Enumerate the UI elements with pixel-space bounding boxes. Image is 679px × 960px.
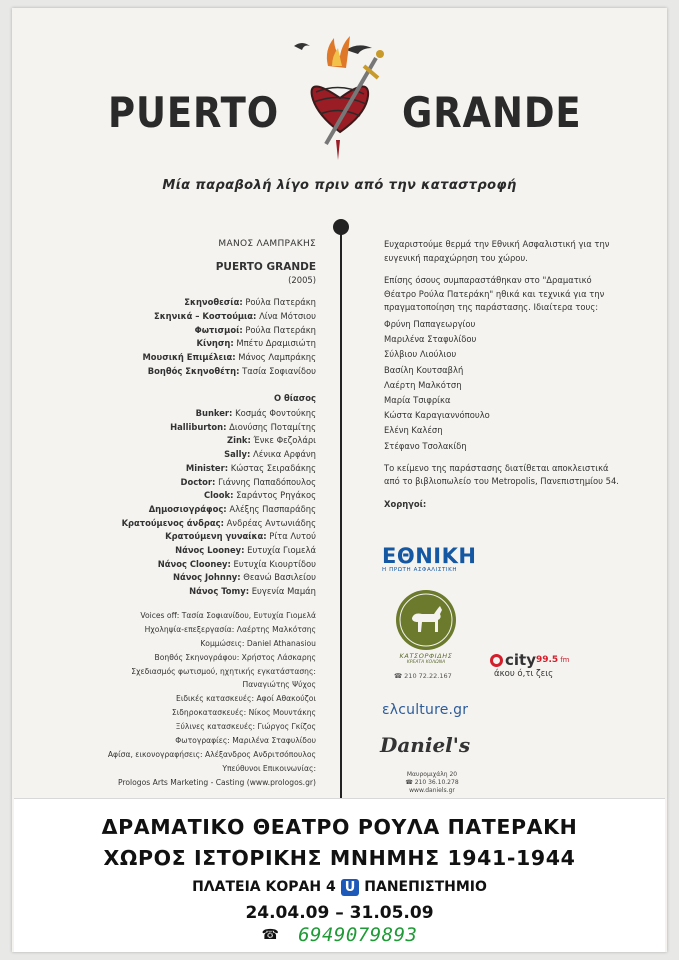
crew-row: Σκηνοθεσία: Ρούλα Πατεράκη	[184, 297, 316, 308]
city-slogan: άκου ό,τι ζεις	[494, 669, 554, 679]
thanks-name: Ελένη Καλέση	[384, 425, 443, 436]
cast-row: Zink: Ένκε Φεζολάρι	[227, 435, 316, 446]
thanks-name: Σύλβιου Λιούλιου	[384, 349, 457, 360]
title-right: GRANDE	[402, 88, 582, 137]
author: ΜΑΝΟΣ ΛΑΜΠΡΑΚΗΣ	[218, 239, 316, 249]
credit-line: Σιδηροκατασκευές: Νίκος Μουντάκης	[171, 708, 316, 718]
thanks-text: Ευχαριστούμε θερμά την Εθνική Ασφαλιστική για την ευγενική παραχώρηση του χώρου.	[384, 239, 610, 263]
heart-dagger-emblem	[288, 36, 392, 166]
metro-icon: U	[341, 879, 360, 896]
phone-row	[14, 924, 665, 946]
credit-line: Φωτογραφίες: Μαριλένα Σταφυλίδου	[175, 736, 316, 746]
credit-line: Ηχοληψία-επεξεργασία: Λαέρτης Μαλκότσης	[144, 624, 316, 634]
city-radio-logo	[490, 651, 586, 679]
katsorfidis-sub: ΚΡΕΑΤΑ ΚΟΛΩΝΑ	[406, 660, 446, 665]
crew-row: Βοηθός Σκηνοθέτη: Τασία Σοφιανίδου	[147, 365, 316, 376]
credit-line: Υπεύθυνοι Επικοινωνίας:	[222, 763, 316, 773]
city-frequency: 99.5	[535, 655, 559, 665]
thanks-name: Μαρία Τσιφρίκα	[384, 394, 451, 405]
city-word: city	[505, 651, 536, 669]
credits-list	[88, 609, 316, 790]
thanks-name: Φρύνη Παπαγεωργίου	[384, 318, 476, 329]
elculture-logo: ελculture.gr	[382, 702, 469, 718]
crew-row: Φωτισμοί: Ρούλα Πατεράκη	[194, 324, 316, 335]
thanks-name: Μαριλένα Σταφυλίδου	[384, 334, 477, 345]
thanks-name: Λαέρτη Μαλκότση	[384, 379, 462, 390]
daniels-info: Μαυρομιχάλη 20 ☎ 210 36.10.278 www.daniels.gr	[405, 771, 459, 795]
ethniki-logo	[382, 544, 476, 573]
cast-row: Bunker: Κοσμάς Φοντούκης	[195, 408, 316, 419]
play-title: PUERTO GRANDE	[215, 260, 316, 273]
left-column	[88, 238, 316, 790]
daniels-logo: Daniel's	[380, 733, 471, 757]
right-column	[384, 238, 624, 512]
crew-row: Σκηνικά – Κοστούμια: Λίνα Μότσιου	[154, 310, 316, 321]
cast-row: Νάνος Looney: Ευτυχία Γιομελά	[175, 545, 316, 556]
crew-row: Κίνηση: Μπέτυ Δραμισιώτη	[196, 338, 316, 349]
credit-line: Αφίσα, εικονογραφήσεις: Αλέξανδρος Ανδριτσόπουλος	[107, 749, 316, 759]
goat-logo-icon	[394, 588, 458, 652]
cast-row: Minister: Κώστας Σειραδάκης	[185, 462, 316, 473]
cast-row: Halliburton: Διονύσης Ποταμίτης	[170, 421, 316, 432]
text-availability-note: Το κείμενο της παράστασης διατίθεται αποκλειστικά από το βιβλιοπωλείο του Metropolis, Πανεπιστημίου 54.	[384, 462, 619, 487]
cast-row: Νάνος Johnny: Θεανώ Βασιλείου	[172, 572, 316, 583]
credit-line: Voices off: Τασία Σοφιανίδου, Ευτυχία Γιομελά	[140, 610, 316, 620]
credit-line: Βοηθός Σκηνογράφου: Χρήστος Λάσκαρης	[154, 652, 316, 662]
title-left: PUERTO	[108, 88, 280, 137]
subtitle: Μία παραβολή λίγο πριν από την καταστροφή	[162, 178, 517, 193]
cast-row: Κρατούμενος άνδρας: Ανδρέας Αντωνιάδης	[121, 517, 316, 528]
cast-row: Δημοσιογράφος: Αλέξης Πασπαράδης	[148, 503, 316, 514]
venue-address: ΠΛΑΤΕΙΑ ΚΟΡΑΗ 4 U ΠΑΝΕΠΙΣΤΗΜΙΟ	[192, 879, 487, 895]
venue-banner	[14, 798, 665, 952]
katsorfidis-name: ΚΑΤΣΟΡΦΙΔΗΣ	[399, 652, 453, 660]
cast-row: Νάνος Tomy: Ευγενία Μαμάη	[189, 586, 316, 597]
crew-row: Μουσική Επιμέλεια: Μάνος Λαμπράκης	[142, 351, 316, 362]
ethniki-tagline: Η ΠΡΩΤΗ ΑΣΦΑΛΙΣΤΙΚΗ	[382, 567, 458, 573]
play-year: (2005)	[288, 275, 316, 286]
ethniki-brand: ΕΘΝΙΚΗ	[382, 544, 477, 568]
thanks-text-2: Επίσης όσους συμπαραστάθηκαν στο "Δραματικό Θέατρο Ρούλα Πατεράκη" ηθικά και τεχνικά για την πραγματοποίηση της παράστασης. Ιδιαίτερα τους:	[384, 275, 605, 313]
cast-row: Νάνος Clooney: Ευτυχία Κιουρτίδου	[157, 558, 316, 569]
credit-line: Ειδικές κατασκευές: Αφοί Αθακούζοι	[176, 694, 316, 704]
cast-row: Clook: Σαράντος Ρηγάκος	[203, 490, 316, 501]
cast-row: Doctor: Γιάννης Παπαδόπουλος	[180, 476, 316, 487]
cast-list	[88, 407, 316, 599]
handwritten-phone: 6949079893	[298, 924, 418, 946]
credit-line: Παναγιώτης Ψύχος	[242, 680, 316, 690]
credit-line: Σχεδιασμός φωτισμού, ηχητικής εγκατάστασης:	[131, 666, 316, 676]
credit-line: Κομμώσεις: Daniel Athanasiou	[200, 638, 316, 648]
sponsors-heading: Χορηγοί:	[384, 498, 427, 509]
credit-line: Ξύλινες κατασκευές: Γιώργος Γκίζος	[175, 722, 316, 732]
venue-name: ΔΡΑΜΑΤΙΚΟ ΘΕΑΤΡΟ ΡΟΥΛΑ ΠΑΤΕΡΑΚΗ	[101, 815, 578, 839]
city-fm: fm	[560, 656, 570, 664]
thanks-name: Βασίλη Κουτσαβλή	[384, 364, 464, 375]
cast-row: Sally: Λένικα Αρφάνη	[224, 449, 316, 460]
crew-list	[88, 296, 316, 378]
axis-line	[340, 228, 342, 798]
cast-row: Κρατούμενη γυναίκα: Ρίτα Λυτού	[165, 531, 316, 542]
cast-heading: Ο θίασος	[273, 393, 316, 404]
katsorfidis-phone: ☎ 210 72.22.167	[394, 672, 452, 680]
run-dates: 24.04.09 – 31.05.09	[245, 903, 434, 923]
city-ring-icon	[490, 654, 503, 667]
thanks-name: Κώστα Καραγιαννόπουλο	[384, 410, 490, 421]
thanks-name: Στέφανο Τσολακίδη	[384, 440, 467, 451]
credit-line: Prologos Arts Marketing - Casting (www.prologos.gr)	[118, 777, 316, 787]
venue-subtitle: ΧΩΡΟΣ ΙΣΤΟΡΙΚΗΣ ΜΝΗΜΗΣ 1941-1944	[103, 846, 576, 870]
thanks-names	[384, 317, 624, 454]
phone-icon: ☎	[261, 927, 279, 943]
